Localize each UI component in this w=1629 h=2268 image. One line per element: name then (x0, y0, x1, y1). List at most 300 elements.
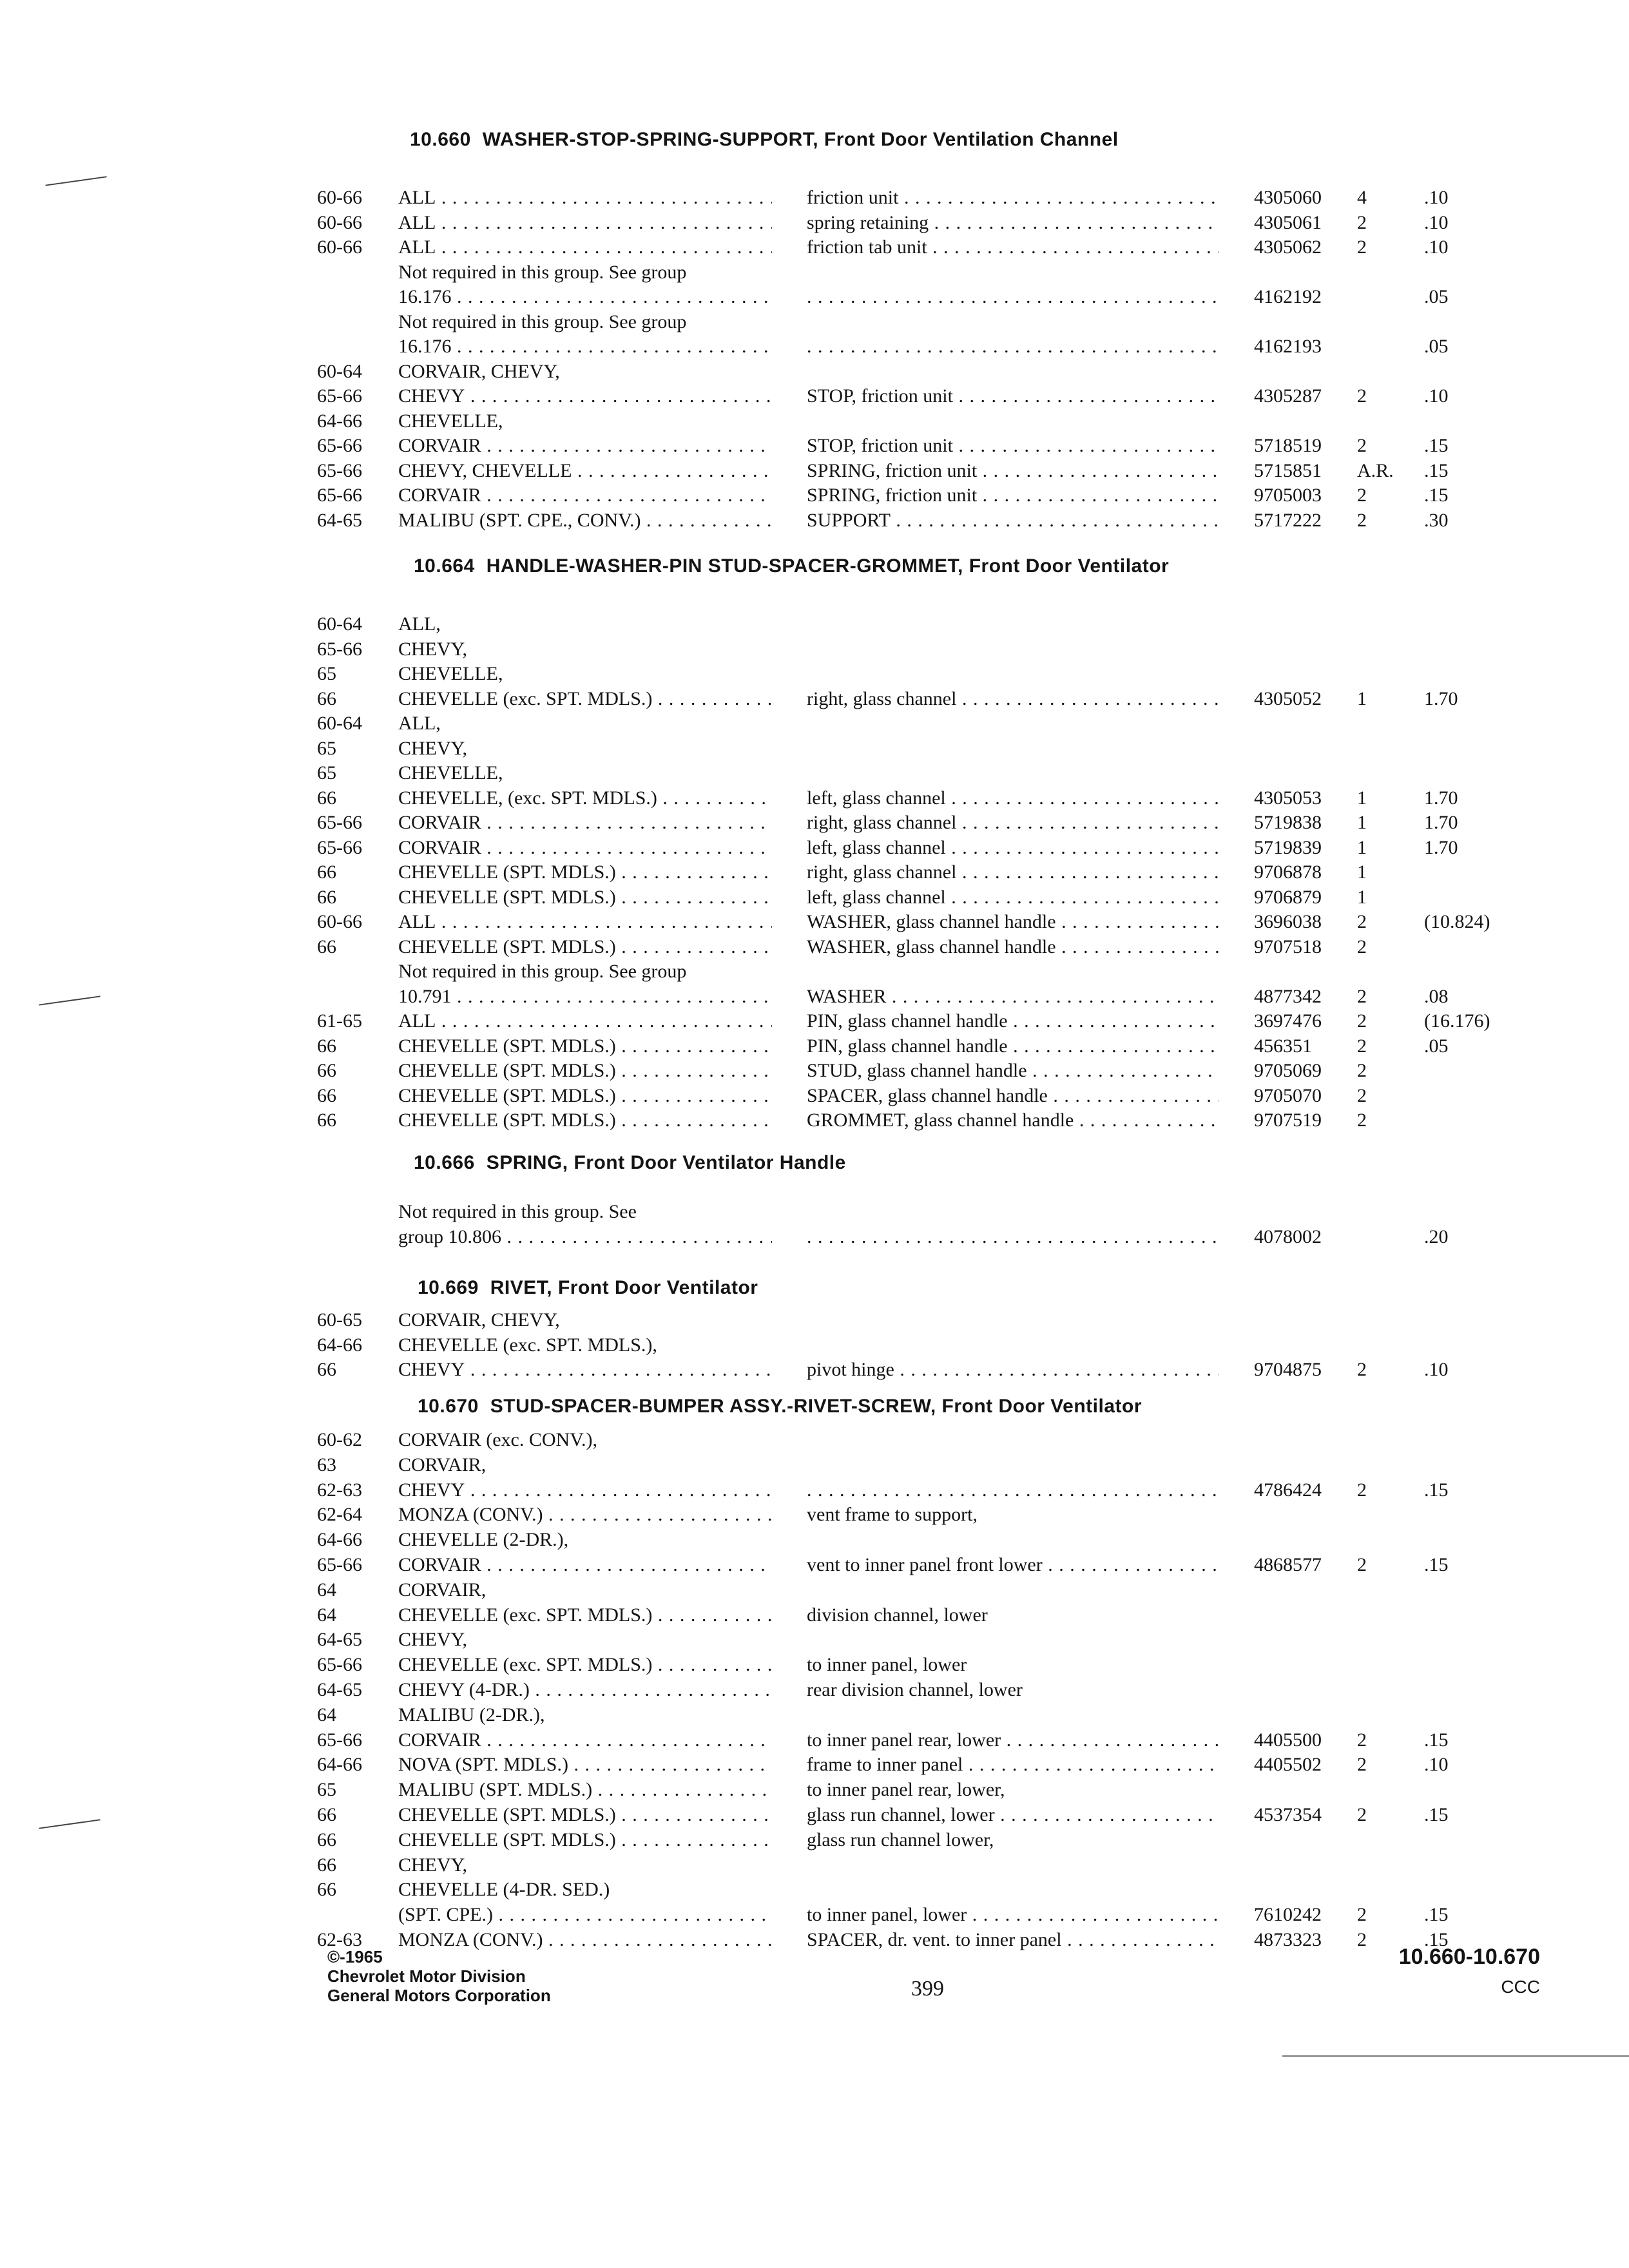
part-row (0, 1928, 1629, 1952)
part-description: glass run channel, lower . . . (807, 1803, 1219, 1827)
model-years: 66 (317, 886, 336, 908)
model-years: 63 (317, 1454, 336, 1475)
model-name: (SPT. CPE.) . . . (398, 1903, 772, 1927)
model-name: CORVAIR . . . (398, 811, 772, 835)
quantity: 2 (1357, 985, 1367, 1007)
part-number: 9706878 (1254, 861, 1322, 883)
model-name: CHEVY (4-DR.) . . . (398, 1678, 772, 1702)
part-description: division channel, lower (807, 1604, 988, 1626)
part-row (0, 1428, 1629, 1452)
model-years: 60-66 (317, 187, 362, 208)
part-row (0, 285, 1629, 309)
price: .10 (1424, 187, 1449, 208)
part-row (0, 836, 1629, 860)
model-name: CHEVELLE (SPT. MDLS.) . . . (398, 1059, 772, 1083)
model-name: CHEVELLE (exc. SPT. MDLS.), (398, 1334, 657, 1356)
part-number: 4305053 (1254, 787, 1322, 809)
part-number: 4305060 (1254, 187, 1322, 208)
part-number: 9705070 (1254, 1084, 1322, 1106)
section-number: 10.666 (414, 1152, 475, 1173)
part-row (0, 711, 1629, 736)
part-row (0, 637, 1629, 662)
model-name: ALL . . . (398, 910, 772, 934)
model-name: CORVAIR (exc. CONV.), (398, 1429, 597, 1450)
part-description: vent frame to support, (807, 1504, 978, 1526)
price: 1.70 (1424, 687, 1458, 709)
part-description (807, 1478, 1219, 1503)
model-years: 65 (317, 1779, 336, 1801)
model-name: MALIBU (SPT. CPE., CONV.) . . . (398, 508, 772, 533)
price: 1.70 (1424, 836, 1458, 858)
part-number: 9707519 (1254, 1110, 1322, 1131)
model-years: 66 (317, 936, 336, 957)
model-name: CHEVY . . . (398, 1358, 772, 1382)
part-number: 5715851 (1254, 459, 1322, 481)
section-heading-10-666 (414, 1152, 846, 1174)
model-years: 64-66 (317, 1754, 362, 1776)
model-years: 66 (317, 1060, 336, 1081)
part-description: WASHER, glass channel handle . . . (807, 935, 1219, 959)
model-years: 66 (317, 1035, 336, 1057)
model-name: CHEVELLE (SPT. MDLS.) . . . (398, 1108, 772, 1133)
part-row (0, 1853, 1629, 1878)
model-name: CORVAIR, (398, 1579, 487, 1600)
quantity: 1 (1357, 861, 1367, 883)
model-name: CHEVELLE (SPT. MDLS.) . . . (398, 1084, 772, 1108)
model-years: 64-66 (317, 410, 362, 432)
part-description: SPACER, glass channel handle . . . (807, 1084, 1219, 1108)
model-name: CHEVELLE (SPT. MDLS.) . . . (398, 885, 772, 910)
price: .20 (1424, 1225, 1449, 1247)
quantity: 2 (1357, 1479, 1367, 1501)
model-years: 64-65 (317, 1679, 362, 1700)
part-description: glass run channel lower, (807, 1829, 994, 1850)
model-name: CHEVY, (398, 737, 467, 759)
quantity: 2 (1357, 1729, 1367, 1751)
section-heading-10-669 (418, 1277, 758, 1299)
part-row (0, 1778, 1629, 1802)
quantity: 2 (1357, 1084, 1367, 1106)
section-number: 10.660 (410, 129, 471, 150)
part-number: 9705069 (1254, 1060, 1322, 1081)
part-number: 5717222 (1254, 509, 1322, 531)
model-years: 64-65 (317, 509, 362, 531)
price: .05 (1424, 1035, 1449, 1057)
part-description: friction unit . . . (807, 186, 1219, 210)
part-number: 3697476 (1254, 1010, 1322, 1032)
price: .15 (1424, 459, 1449, 481)
price: .08 (1424, 985, 1449, 1007)
part-description: pivot hinge . . . (807, 1358, 1219, 1382)
part-row (0, 687, 1629, 711)
price: .05 (1424, 286, 1449, 307)
quantity: 2 (1357, 936, 1367, 957)
model-years: 66 (317, 1829, 336, 1850)
quantity: 2 (1357, 1035, 1367, 1057)
part-row (0, 1084, 1629, 1108)
quantity: 1 (1357, 836, 1367, 858)
part-description: PIN, glass channel handle . . . (807, 1009, 1219, 1033)
quantity: 2 (1357, 435, 1367, 456)
price: .10 (1424, 385, 1449, 407)
price: .10 (1424, 1754, 1449, 1776)
model-years: 65-66 (317, 459, 362, 481)
model-years: 65-66 (317, 1729, 362, 1751)
part-row (0, 985, 1629, 1009)
part-number: 9705003 (1254, 485, 1322, 506)
section-heading-10-660 (410, 129, 1119, 151)
model-years: 62-63 (317, 1929, 362, 1950)
part-description: to inner panel, lower (807, 1654, 967, 1676)
part-row (0, 211, 1629, 235)
model-name: CHEVELLE (SPT. MDLS.) . . . (398, 1828, 772, 1852)
model-years: 60-66 (317, 911, 362, 932)
model-years: 66 (317, 1854, 336, 1876)
part-row (0, 384, 1629, 408)
model-name: group 10.806 . . . (398, 1225, 772, 1249)
model-name: CHEVY, CHEVELLE . . . (398, 459, 772, 483)
model-name: CHEVELLE (SPT. MDLS.) . . . (398, 860, 772, 885)
model-years: 64-66 (317, 1529, 362, 1551)
model-years: 66 (317, 1879, 336, 1901)
part-number: 7610242 (1254, 1904, 1322, 1926)
part-row (0, 434, 1629, 458)
part-description: rear division channel, lower (807, 1679, 1023, 1700)
model-name: CHEVELLE, (398, 410, 503, 432)
part-number: 9704875 (1254, 1359, 1322, 1380)
model-years: 65 (317, 737, 336, 759)
part-row (0, 1578, 1629, 1602)
model-years: 65 (317, 663, 336, 684)
part-description: left, glass channel . . . (807, 786, 1219, 811)
model-name: CHEVELLE (2-DR.), (398, 1529, 569, 1551)
quantity: 2 (1357, 211, 1367, 233)
part-row (0, 1034, 1629, 1059)
part-description: WASHER, glass channel handle . . . (807, 910, 1219, 934)
model-years: 60-64 (317, 360, 362, 382)
part-row (0, 1678, 1629, 1702)
model-years: 64-65 (317, 1629, 362, 1651)
model-name: CHEVELLE, (398, 762, 503, 783)
part-number: 5719839 (1254, 836, 1322, 858)
part-description: STUD, glass channel handle . . . (807, 1059, 1219, 1083)
part-number: 4877342 (1254, 985, 1322, 1007)
part-row (0, 1653, 1629, 1677)
model-years: 65 (317, 762, 336, 783)
group-range: 10.660-10.670 (1398, 1945, 1540, 1969)
model-name: CORVAIR, (398, 1454, 487, 1475)
part-number: 4305287 (1254, 385, 1322, 407)
part-row (0, 1009, 1629, 1033)
part-number: 4162193 (1254, 336, 1322, 357)
model-name: CORVAIR . . . (398, 836, 772, 860)
part-row (0, 1828, 1629, 1852)
quantity: 1 (1357, 812, 1367, 833)
model-years: 66 (317, 861, 336, 883)
part-description (807, 285, 1219, 309)
part-row (0, 1528, 1629, 1552)
model-name: CHEVELLE (SPT. MDLS.) . . . (398, 1803, 772, 1827)
quantity: 2 (1357, 1010, 1367, 1032)
model-years: 62-64 (317, 1504, 362, 1526)
part-number: 5718519 (1254, 435, 1322, 456)
part-row (0, 612, 1629, 637)
part-row (0, 1059, 1629, 1083)
model-years: 66 (317, 1084, 336, 1106)
model-name: Not required in this group. See (398, 1201, 637, 1222)
part-number: 4162192 (1254, 286, 1322, 307)
model-years: 60-66 (317, 236, 362, 258)
part-number: 4305061 (1254, 211, 1322, 233)
part-number: 4405500 (1254, 1729, 1322, 1751)
part-description: left, glass channel . . . (807, 885, 1219, 910)
part-row (0, 459, 1629, 483)
model-years: 60-64 (317, 613, 362, 635)
price: .15 (1424, 1929, 1449, 1950)
model-years: 65-66 (317, 836, 362, 858)
footer-company-block (327, 1947, 551, 2005)
quantity: 2 (1357, 1554, 1367, 1575)
part-row (0, 811, 1629, 835)
quantity: 2 (1357, 485, 1367, 506)
section-title: RIVET, Front Door Ventilator (490, 1277, 758, 1298)
margin-mark (45, 176, 106, 186)
part-row (0, 409, 1629, 434)
part-description: STOP, friction unit . . . (807, 434, 1219, 458)
model-name: CORVAIR, CHEVY, (398, 360, 560, 382)
price: .15 (1424, 1904, 1449, 1926)
part-row (0, 1728, 1629, 1753)
part-description: SPRING, friction unit . . . (807, 459, 1219, 483)
section-title: SPRING, Front Door Ventilator Handle (486, 1152, 846, 1173)
part-description: spring retaining . . . (807, 211, 1219, 235)
model-years: 66 (317, 1110, 336, 1131)
part-row (0, 860, 1629, 885)
price: .10 (1424, 1359, 1449, 1380)
page-number: 399 (911, 1977, 944, 2001)
model-name: CHEVY . . . (398, 384, 772, 408)
part-number: 4786424 (1254, 1479, 1322, 1501)
quantity: 2 (1357, 509, 1367, 531)
part-number: 456351 (1254, 1035, 1312, 1057)
model-name: Not required in this group. See group (398, 961, 687, 982)
model-name: MALIBU (2-DR.), (398, 1704, 545, 1725)
model-name: NOVA (SPT. MDLS.) . . . (398, 1753, 772, 1777)
model-name: ALL . . . (398, 211, 772, 235)
quantity: 2 (1357, 236, 1367, 258)
part-row (0, 1478, 1629, 1503)
section-number: 10.670 (418, 1396, 479, 1417)
part-row (0, 1308, 1629, 1332)
section-title: WASHER-STOP-SPRING-SUPPORT, Front Door Ventilation Channel (482, 129, 1119, 150)
model-name: CHEVELLE (4-DR. SED.) (398, 1879, 610, 1901)
catalog-code: CCC (1501, 1977, 1540, 1997)
part-row (0, 786, 1629, 811)
quantity: 2 (1357, 1804, 1367, 1825)
section-title: HANDLE-WASHER-PIN STUD-SPACER-GROMMET, Front Door Ventilator (486, 555, 1170, 577)
part-row (0, 1803, 1629, 1827)
section-heading-10-664 (414, 555, 1169, 577)
model-name: CHEVELLE (SPT. MDLS.) . . . (398, 935, 772, 959)
part-description (807, 334, 1219, 359)
quantity: 2 (1357, 385, 1367, 407)
section-number: 10.664 (414, 555, 475, 577)
part-row (0, 736, 1629, 761)
model-years: 62-63 (317, 1479, 362, 1501)
part-row (0, 1333, 1629, 1358)
part-row (0, 1553, 1629, 1577)
part-description: PIN, glass channel handle . . . (807, 1034, 1219, 1059)
part-row (0, 483, 1629, 508)
quantity: 1 (1357, 787, 1367, 809)
model-name: CHEVY, (398, 1854, 467, 1876)
price: (10.824) (1424, 911, 1490, 932)
quantity: 1 (1357, 687, 1367, 709)
part-row (0, 334, 1629, 359)
section-number: 10.669 (418, 1277, 479, 1298)
model-years: 65-66 (317, 435, 362, 456)
price: .10 (1424, 236, 1449, 258)
model-name: CORVAIR, CHEVY, (398, 1309, 560, 1331)
model-name: MONZA (CONV.) . . . (398, 1503, 772, 1527)
price: .15 (1424, 1729, 1449, 1751)
model-years: 66 (317, 687, 336, 709)
part-description: vent to inner panel front lower . . . (807, 1553, 1219, 1577)
part-row (0, 935, 1629, 959)
model-name: CORVAIR . . . (398, 1728, 772, 1753)
model-years: 65-66 (317, 812, 362, 833)
model-years: 66 (317, 1804, 336, 1825)
model-name: CORVAIR . . . (398, 1553, 772, 1577)
part-row (0, 1358, 1629, 1382)
part-number: 9706879 (1254, 886, 1322, 908)
part-row (0, 1753, 1629, 1777)
model-name: ALL, (398, 613, 441, 635)
model-years: 60-66 (317, 211, 362, 233)
part-number: 4537354 (1254, 1804, 1322, 1825)
part-description: to inner panel, lower . . . (807, 1903, 1219, 1927)
model-name: CHEVY . . . (398, 1478, 772, 1503)
part-row (0, 761, 1629, 785)
part-description (807, 1225, 1219, 1249)
model-name: ALL . . . (398, 186, 772, 210)
copyright-text: ©-1965 (327, 1947, 383, 1966)
price: .30 (1424, 509, 1449, 531)
model-name: CHEVELLE, (398, 663, 503, 684)
quantity: 2 (1357, 1904, 1367, 1926)
model-years: 64 (317, 1604, 336, 1626)
part-number: 4305062 (1254, 236, 1322, 258)
part-description: SPACER, dr. vent. to inner panel . . . (807, 1928, 1219, 1952)
price: 1.70 (1424, 787, 1458, 809)
part-description: right, glass channel . . . (807, 811, 1219, 835)
part-description: SPRING, friction unit . . . (807, 483, 1219, 508)
quantity: 2 (1357, 911, 1367, 932)
part-row (0, 1903, 1629, 1927)
model-name: MALIBU (SPT. MDLS.) . . . (398, 1778, 772, 1802)
quantity: 4 (1357, 187, 1367, 208)
quantity: 1 (1357, 886, 1367, 908)
quantity: 2 (1357, 1359, 1367, 1380)
quantity: 2 (1357, 1754, 1367, 1776)
price: .15 (1424, 485, 1449, 506)
model-name: CHEVY, (398, 638, 467, 660)
bottom-rule (1282, 2055, 1629, 2057)
model-years: 60-62 (317, 1429, 362, 1450)
part-row (0, 360, 1629, 384)
part-description: friction tab unit . . . (807, 235, 1219, 260)
model-years: 64 (317, 1579, 336, 1600)
part-number: 4078002 (1254, 1225, 1322, 1247)
price: .05 (1424, 336, 1449, 357)
quantity: 2 (1357, 1929, 1367, 1950)
part-number: 9707518 (1254, 936, 1322, 957)
part-number: 4305052 (1254, 687, 1322, 709)
model-years: 65-66 (317, 638, 362, 660)
part-row (0, 1628, 1629, 1652)
model-years: 65-66 (317, 1554, 362, 1575)
model-years: 65-66 (317, 485, 362, 506)
model-name: Not required in this group. See group (398, 311, 687, 332)
part-row (0, 885, 1629, 910)
model-name: CORVAIR . . . (398, 434, 772, 458)
price: (16.176) (1424, 1010, 1490, 1032)
model-years: 66 (317, 787, 336, 809)
part-row (0, 235, 1629, 260)
part-row (0, 1503, 1629, 1527)
part-row (0, 1200, 1629, 1224)
model-years: 65-66 (317, 385, 362, 407)
price: 1.70 (1424, 812, 1458, 833)
price: .15 (1424, 435, 1449, 456)
model-years: 64-66 (317, 1334, 362, 1356)
quantity: A.R. (1357, 459, 1394, 481)
model-name: 16.176 . . . (398, 285, 772, 309)
section-heading-10-670 (418, 1396, 1142, 1418)
company-line-1: Chevrolet Motor Division (327, 1966, 526, 1986)
price: .15 (1424, 1804, 1449, 1825)
part-number: 3696038 (1254, 911, 1322, 932)
model-years: 65-66 (317, 1654, 362, 1676)
part-row (0, 186, 1629, 210)
part-description: right, glass channel . . . (807, 860, 1219, 885)
price: .10 (1424, 211, 1449, 233)
price: .15 (1424, 1479, 1449, 1501)
part-description: GROMMET, glass channel handle . . . (807, 1108, 1219, 1133)
part-row (0, 959, 1629, 984)
part-number: 4868577 (1254, 1554, 1322, 1575)
part-row (0, 1225, 1629, 1249)
part-description: left, glass channel . . . (807, 836, 1219, 860)
model-name: ALL, (398, 713, 441, 734)
model-name: 10.791 . . . (398, 985, 772, 1009)
model-years: 64 (317, 1704, 336, 1725)
part-row (0, 1603, 1629, 1628)
part-description: STOP, friction unit . . . (807, 384, 1219, 408)
model-years: 61-65 (317, 1010, 362, 1032)
part-row (0, 662, 1629, 686)
part-number: 4405502 (1254, 1754, 1322, 1776)
section-title: STUD-SPACER-BUMPER ASSY.-RIVET-SCREW, Front Door Ventilator (490, 1396, 1142, 1417)
part-number: 5719838 (1254, 812, 1322, 833)
model-name: 16.176 . . . (398, 334, 772, 359)
model-name: CHEVELLE (exc. SPT. MDLS.) . . . (398, 687, 772, 711)
model-years: 60-64 (317, 713, 362, 734)
part-description: SUPPORT . . . (807, 508, 1219, 533)
part-description: frame to inner panel . . . (807, 1753, 1219, 1777)
part-description: to inner panel rear, lower . . . (807, 1728, 1219, 1753)
part-row (0, 1453, 1629, 1477)
